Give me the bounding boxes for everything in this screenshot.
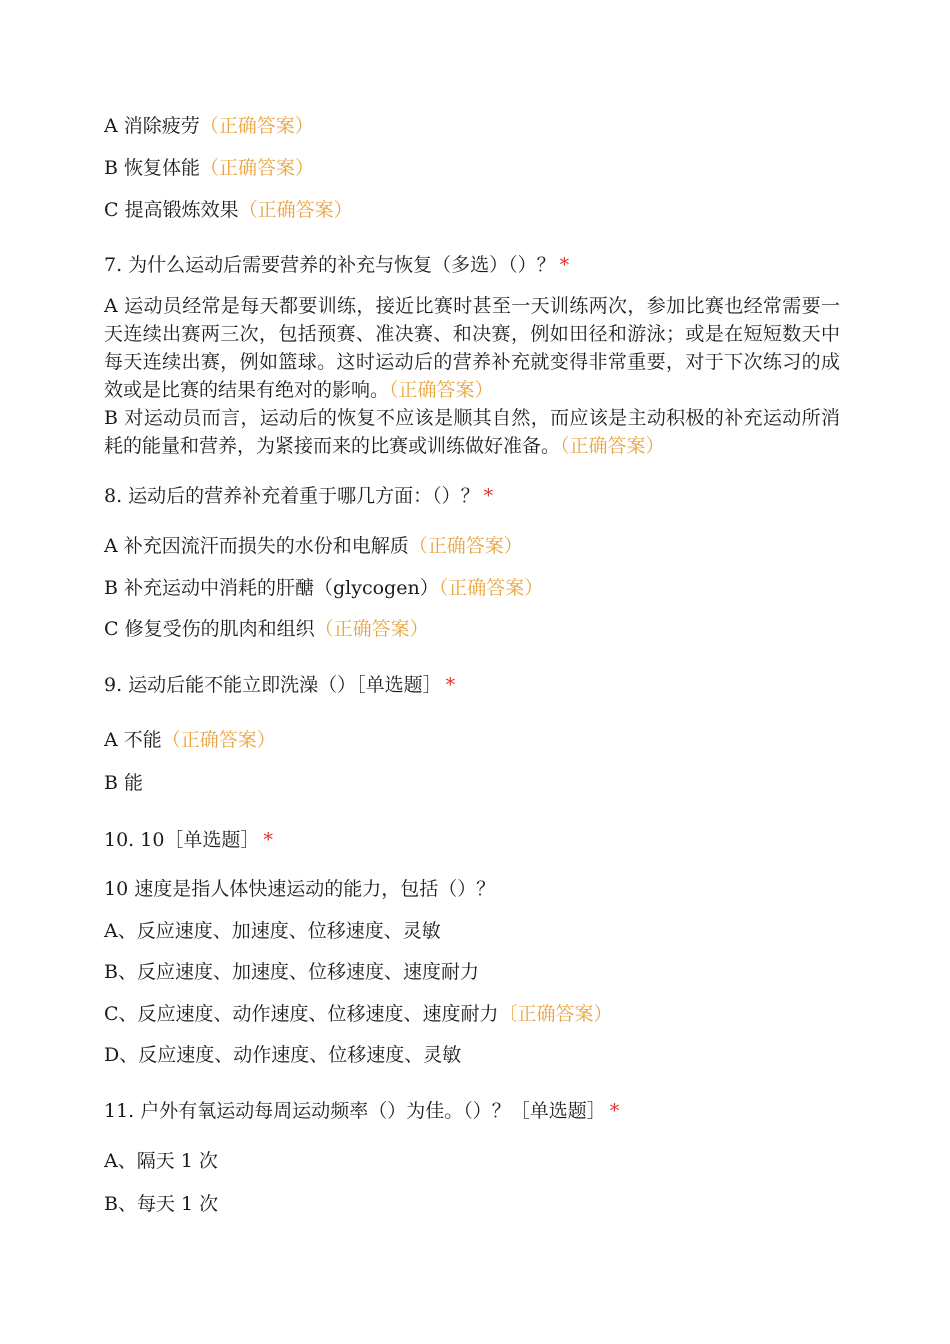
question-text: 7. 为什么运动后需要营养的补充与恢复（多选）（）？: [104, 254, 556, 276]
option-text: B 补充运动中消耗的肝醣（glycogen）: [104, 577, 439, 599]
q6-option-c[interactable]: [104, 196, 353, 224]
q9-option-b[interactable]: [104, 769, 143, 797]
q11-title: [104, 1097, 619, 1125]
option-text: C、反应速度、动作速度、位移速度、速度耐力: [104, 1003, 499, 1025]
q8-option-b[interactable]: [104, 574, 543, 602]
correct-answer-tag: 〔正确答案）: [498, 1003, 613, 1025]
q10-option-c[interactable]: [104, 1000, 613, 1028]
q6-option-b[interactable]: [104, 154, 314, 182]
option-text: A 运动员经常是每天都要训练，接近比赛时甚至一天训练两次，参加比赛也经常需要一天连续出赛两三次，包括预赛、准决赛、和决赛，例如田径和游泳；或是在短短数天中每天连续出赛，例如篮球。这时运动后的营养补充就变得非常重要，对于下次练习的成效或是比赛的结果有绝对的影响。: [104, 295, 840, 401]
q10-option-b[interactable]: [104, 958, 479, 986]
option-text: B 对运动员而言，运动后的恢复不应该是顺其自然，而应该是主动积极的补充运动所消耗的能量和营养，为紧接而来的比赛或训练做好准备。: [104, 407, 840, 457]
option-text: A 不能: [104, 729, 162, 751]
correct-answer-tag: （正确答案）: [200, 157, 315, 179]
q8-title: [104, 482, 493, 510]
option-text: A、反应速度、加速度、位移速度、灵敏: [104, 920, 441, 942]
q7-title: [104, 251, 569, 279]
q11-option-a[interactable]: [104, 1147, 218, 1175]
question-text: 9. 运动后能不能立即洗澡（）［单选题］: [104, 674, 442, 696]
question-text: 8. 运动后的营养补充着重于哪几方面：（）？: [104, 485, 480, 507]
q7-option-b[interactable]: [104, 404, 840, 460]
required-mark: *: [559, 254, 570, 276]
q8-option-c[interactable]: [104, 615, 429, 643]
correct-answer-tag: （正确答案）: [560, 435, 665, 457]
q10-title: [104, 826, 273, 854]
required-mark: *: [263, 829, 273, 851]
required-mark: *: [609, 1100, 620, 1122]
q7-option-a[interactable]: [104, 292, 840, 404]
correct-answer-tag: （正确答案）: [238, 199, 353, 221]
q8-option-a[interactable]: [104, 532, 523, 560]
correct-answer-tag: （正确答案）: [408, 535, 523, 557]
correct-answer-tag: （正确答案）: [314, 618, 429, 640]
q10-option-d[interactable]: [104, 1041, 461, 1069]
q9-option-a[interactable]: [104, 726, 276, 754]
correct-answer-tag: （正确答案）: [389, 379, 494, 401]
question-text: 10. 10［单选题］: [104, 829, 260, 851]
option-text: D、反应速度、动作速度、位移速度、灵敏: [104, 1044, 462, 1066]
option-text: A 补充因流汗而损失的水份和电解质: [104, 535, 409, 557]
option-text: B、每天 1 次: [104, 1193, 219, 1215]
required-mark: *: [445, 674, 456, 696]
correct-answer-tag: （正确答案）: [161, 729, 276, 751]
option-text: B、反应速度、加速度、位移速度、速度耐力: [104, 961, 479, 983]
question-text: 11. 户外有氧运动每周运动频率（）为佳。（）？［单选题］: [104, 1100, 606, 1122]
option-text: A、隔天 1 次: [104, 1150, 218, 1172]
option-text: C 修复受伤的肌肉和组织: [104, 618, 315, 640]
option-text: B 恢复体能: [104, 157, 201, 179]
option-text: B 能: [104, 772, 144, 794]
correct-answer-tag: （正确答案）: [199, 115, 314, 137]
option-text: A 消除疲劳: [104, 115, 200, 137]
q9-title: [104, 671, 455, 699]
question-stem: 10 速度是指人体快速运动的能力，包括（）？: [104, 878, 496, 900]
q11-option-b[interactable]: [104, 1190, 218, 1218]
q10-stem: [104, 875, 495, 903]
q6-option-a[interactable]: [104, 112, 314, 140]
q10-option-a[interactable]: [104, 917, 441, 945]
required-mark: *: [483, 485, 494, 507]
correct-answer-tag: （正确答案）: [438, 577, 544, 599]
option-text: C 提高锻炼效果: [104, 199, 239, 221]
